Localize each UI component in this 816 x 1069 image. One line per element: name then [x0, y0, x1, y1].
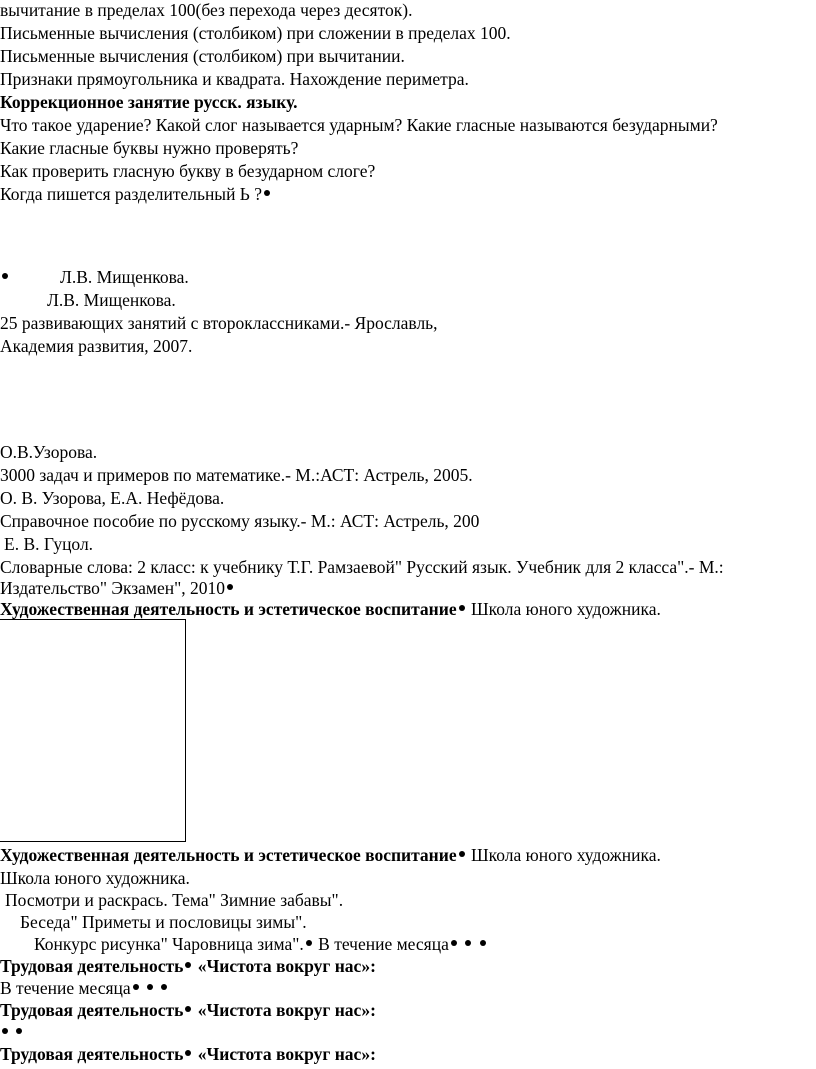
publisher: Издательство" Экзамен", 2010	[0, 577, 235, 599]
text-line: Л.В. Мищенкова.	[0, 266, 189, 288]
author-name: Л.В. Мищенкова.	[47, 290, 176, 310]
text-line: Что такое ударение? Какой слог называется ударным? Какие гласные называются безударными?	[0, 115, 718, 135]
bullet-icon	[133, 984, 139, 990]
bullet-icon	[16, 1028, 22, 1034]
book-title: 25 развивающих занятий с второклассниками.- Ярославль,	[0, 313, 438, 333]
bullet-icon	[227, 584, 233, 590]
empty-table-cell	[0, 619, 186, 842]
text-line: Беседа" Приметы и пословицы зимы".	[20, 912, 307, 932]
section-heading: Трудовая деятельность «Чистота вокруг нас»:	[0, 1000, 376, 1020]
bullet-icon	[465, 940, 471, 946]
bullet-icon	[161, 984, 167, 990]
text-line: Школа юного художника.	[0, 868, 190, 888]
text-line: вычитание в пределах 100(без перехода через десяток).	[0, 0, 413, 20]
book-title: Справочное пособие по русскому языку.- М.: АСТ: Астрель, 200	[0, 511, 480, 531]
publisher: Академия развития, 2007.	[0, 336, 193, 356]
text-line: Как проверить гласную букву в безударном слоге?	[0, 161, 376, 181]
section-heading: Коррекционное занятие русск. языку.	[0, 92, 298, 112]
book-title: 3000 задач и примеров по математике.- М.:АСТ: Астрель, 2005.	[0, 465, 473, 485]
text-line: Письменные вычисления (столбиком) при сложении в пределах 100.	[0, 23, 511, 43]
text-line: Письменные вычисления (столбиком) при вычитании.	[0, 46, 405, 66]
section-heading: Трудовая деятельность «Чистота вокруг нас»:	[0, 1044, 376, 1064]
text-line: Конкурс рисунка" Чаровница зима". В течение месяца	[34, 933, 488, 955]
bullet-icon	[459, 851, 465, 857]
text-line: Признаки прямоугольника и квадрата. Нахождение периметра.	[0, 69, 469, 89]
text-line: Посмотри и раскрась. Тема" Зимние забавы".	[5, 890, 344, 910]
author-name: Е. В. Гуцол.	[4, 534, 94, 554]
section-heading: Художественная деятельность и эстетическое воспитание Школа юного художника.	[0, 599, 661, 619]
bullet-icon	[480, 940, 486, 946]
bullet-icon	[185, 962, 191, 968]
book-title: Словарные слова: 2 класс: к учебнику Т.Г. Рамзаевой" Русский язык. Учебник для 2 класса".- М.:	[0, 557, 724, 577]
bullet-icon	[2, 273, 8, 279]
bullet-icon	[147, 984, 153, 990]
bullet-icon	[451, 940, 457, 946]
bullet-icon	[185, 1006, 191, 1012]
bullet-row	[0, 1021, 24, 1043]
author-name: О. В. Узорова, Е.А. Нефёдова.	[0, 488, 225, 508]
bullet-icon	[264, 190, 270, 196]
bullet-icon	[185, 1050, 191, 1056]
text-line: В течение месяца	[0, 977, 169, 999]
author-name: О.В.Узорова.	[0, 442, 98, 462]
text-line: Когда пишется разделительный Ь ?	[0, 183, 272, 205]
section-heading: Трудовая деятельность «Чистота вокруг нас»:	[0, 956, 376, 976]
bullet-icon	[306, 940, 312, 946]
text-line: Какие гласные буквы нужно проверять?	[0, 138, 299, 158]
bullet-icon	[2, 1028, 8, 1034]
section-heading: Художественная деятельность и эстетическое воспитание Школа юного художника.	[0, 845, 661, 865]
bullet-icon	[459, 605, 465, 611]
